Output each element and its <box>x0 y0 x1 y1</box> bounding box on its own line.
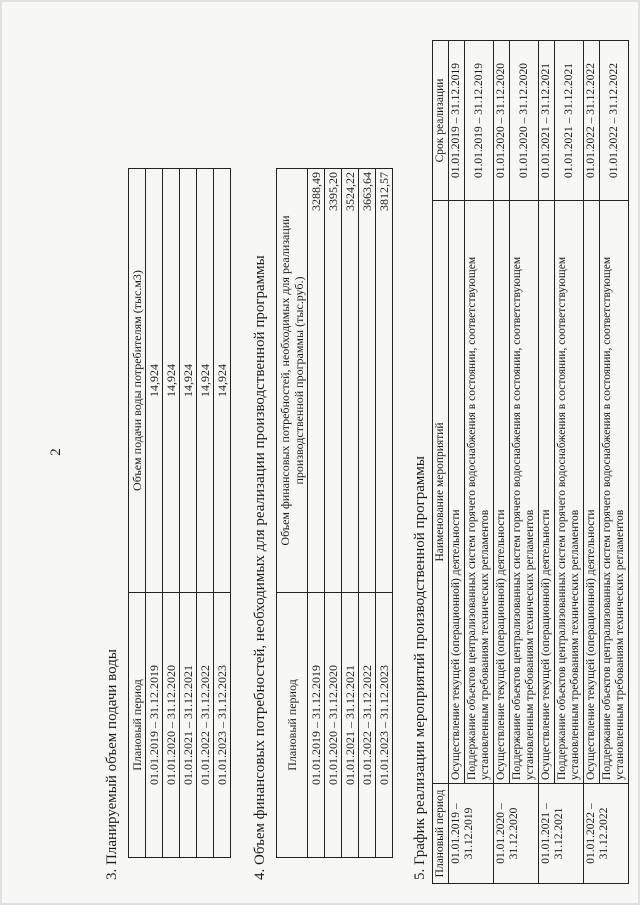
table-row <box>197 169 214 858</box>
table-header-row <box>129 169 146 858</box>
term-cell: 01.01.2019 – 31.12.2019 <box>465 41 494 201</box>
header-activity: Наименование мероприятий <box>433 201 449 784</box>
table-row <box>376 169 393 858</box>
amount-cell: 3663,64 <box>359 169 376 593</box>
table-header-row <box>277 169 308 858</box>
table-row <box>555 41 584 884</box>
amount-cell: 3288,49 <box>308 169 325 593</box>
page-number: 2 <box>48 448 64 456</box>
amount-cell: 3812,57 <box>376 169 393 593</box>
term-cell: 01.01.2020 – 31.12.2020 <box>494 41 510 201</box>
header-term: Срок реализации <box>433 41 449 201</box>
period-cell: 01.01.2022 – 31.12.2022 <box>197 593 214 858</box>
term-cell: 01.01.2022 – 31.12.2022 <box>600 41 629 201</box>
table-row <box>308 169 325 858</box>
table-row <box>494 41 510 884</box>
amount-cell: 3524,22 <box>342 169 359 593</box>
volume-cell: 14,924 <box>146 169 163 593</box>
table-row <box>180 169 197 858</box>
period-cell: 01.01.2023 – 31.12.2023 <box>214 593 231 858</box>
activity-cell: Поддержание объектов централизованных систем горячего водоснабжения в состоянии, соответствующем установленным требованиям технических регламентов <box>555 201 584 784</box>
period-cell: 01.01.2020 – 31.12.2020 <box>494 784 539 884</box>
period-cell: 01.01.2021 – 31.12.2021 <box>180 593 197 858</box>
term-cell: 01.01.2022 – 31.12.2022 <box>584 41 600 201</box>
table-row <box>214 169 231 858</box>
table-row <box>600 41 629 884</box>
activity-cell: Осуществление текущей (операционной) деятельности <box>584 201 600 784</box>
table-row <box>510 41 539 884</box>
volume-cell: 14,924 <box>214 169 231 593</box>
header-period: Плановый период <box>129 593 146 858</box>
header-volume: Объем подачи воды потребителям (тыс.м3) <box>129 169 146 593</box>
term-cell: 01.01.2021 – 31.12.2021 <box>539 41 555 201</box>
period-cell: 01.01.2020 – 31.12.2020 <box>163 593 180 858</box>
header-period: Плановый период <box>433 784 449 884</box>
period-cell: 01.01.2019 – 31.12.2019 <box>308 593 325 858</box>
period-cell: 01.01.2022 – 31.12.2022 <box>359 593 376 858</box>
section3-title: 3. Планируемый объем подачи воды <box>104 649 120 880</box>
table-row <box>342 169 359 858</box>
period-cell: 01.01.2019 – 31.12.2019 <box>146 593 163 858</box>
period-cell: 01.01.2022 – 31.12.2022 <box>584 784 629 884</box>
activity-cell: Осуществление текущей (операционной) деятельности <box>449 201 465 784</box>
table-row <box>449 41 465 884</box>
table-row <box>359 169 376 858</box>
activity-cell: Поддержание объектов централизованных систем горячего водоснабжения в состоянии, соответствующем установленным требованиям технических регламентов <box>510 201 539 784</box>
table-row <box>163 169 180 858</box>
section5-title: 5. График реализации мероприятий производственной программы <box>412 456 428 880</box>
period-cell: 01.01.2019 – 31.12.2019 <box>449 784 494 884</box>
table-row <box>539 41 555 884</box>
amount-cell: 3395,20 <box>325 169 342 593</box>
term-cell: 01.01.2020 – 31.12.2020 <box>510 41 539 201</box>
activity-cell: Осуществление текущей (операционной) деятельности <box>494 201 510 784</box>
table-header-row <box>433 41 449 884</box>
header-financial: Объем финансовых потребностей, необходимых для реализации производственной программы (тыс.руб.) <box>277 169 308 593</box>
period-cell: 01.01.2021 – 31.12.2021 <box>539 784 584 884</box>
term-cell: 01.01.2021 – 31.12.2021 <box>555 41 584 201</box>
period-cell: 01.01.2023 – 31.12.2023 <box>376 593 393 858</box>
activity-cell: Поддержание объектов централизованных систем горячего водоснабжения в состоянии, соответствующем установленным требованиям технических регламентов <box>465 201 494 784</box>
term-cell: 01.01.2019 – 31.12.2019 <box>449 41 465 201</box>
section4-title: 4. Объем финансовых потребностей, необходимых для реализации производственной программы <box>252 255 268 880</box>
period-cell: 01.01.2021 – 31.12.2021 <box>342 593 359 858</box>
water-volume-table <box>128 168 231 858</box>
activity-cell: Поддержание объектов централизованных систем горячего водоснабжения в состоянии, соответствующем установленным требованиям технических регламентов <box>600 201 629 784</box>
table-row <box>465 41 494 884</box>
financial-needs-table <box>276 168 393 858</box>
table-row <box>584 41 600 884</box>
period-cell: 01.01.2020 – 31.12.2020 <box>325 593 342 858</box>
volume-cell: 14,924 <box>180 169 197 593</box>
volume-cell: 14,924 <box>197 169 214 593</box>
activity-cell: Осуществление текущей (операционной) деятельности <box>539 201 555 784</box>
header-period: Плановый период <box>277 593 308 858</box>
schedule-table <box>432 40 629 884</box>
table-row <box>146 169 163 858</box>
volume-cell: 14,924 <box>163 169 180 593</box>
table-row <box>325 169 342 858</box>
rotated-page <box>40 12 626 892</box>
